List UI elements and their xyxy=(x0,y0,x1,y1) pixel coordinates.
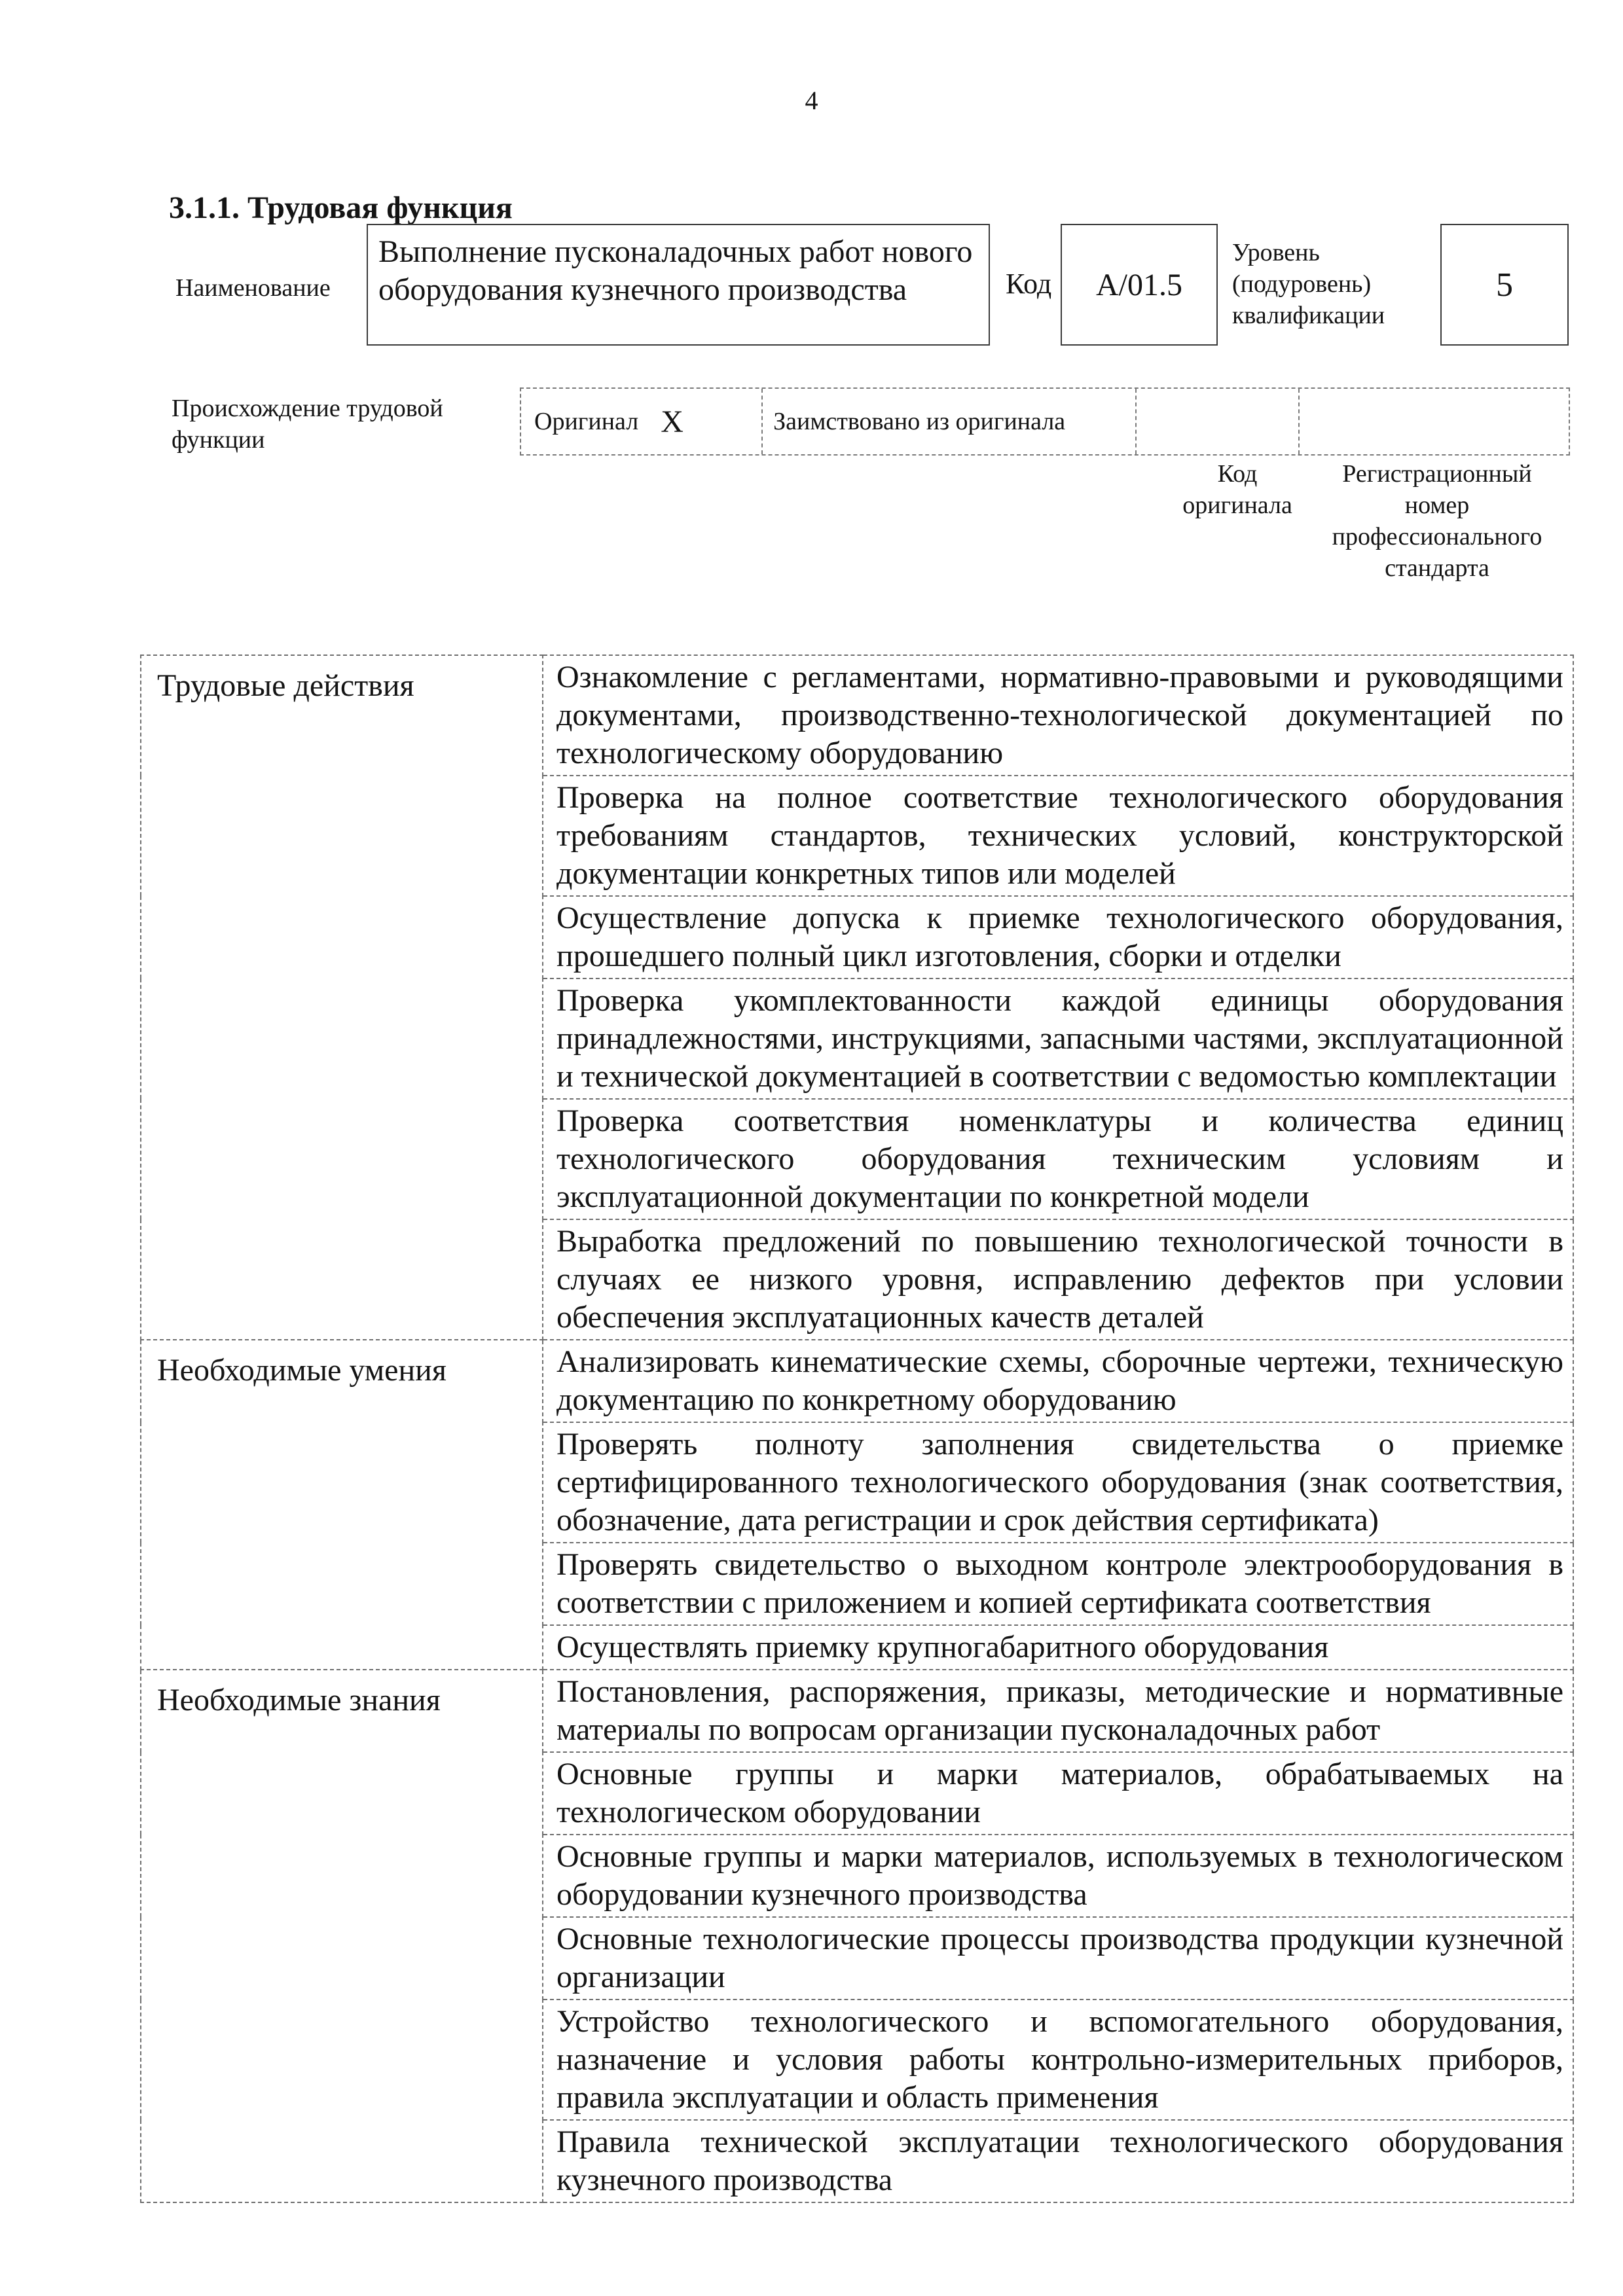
table-item: Осуществлять приемку крупногабаритного оборудования xyxy=(543,1625,1573,1670)
origin-original-mark: X xyxy=(661,404,684,439)
table-item: Выработка предложений по повышению технологической точности в случаях ее низкого уровня, исправлению дефектов при условии обеспечения эксплуатационных качеств деталей xyxy=(543,1219,1573,1340)
table-item: Основные технологические процессы производства продукции кузнечной организации xyxy=(543,1917,1573,2000)
caption-line: стандарта xyxy=(1385,554,1489,582)
caption-line: оригинала xyxy=(1182,492,1292,519)
reg-number-caption xyxy=(1303,458,1571,584)
table-item: Проверять свидетельство о выходном контроле электрооборудования в соответствии с приложением и копией сертификата соответствия xyxy=(543,1543,1573,1625)
origin-code-cell xyxy=(1137,389,1300,454)
function-name-box: Выполнение пусконаладочных работ нового оборудования кузнечного производства xyxy=(367,224,990,346)
caption-line: Регистрационный xyxy=(1342,460,1532,488)
table-item: Устройство технологического и вспомогательного оборудования, назначение и условия работы контрольно-измерительных приборов, правила эксплуатации и область применения xyxy=(543,2000,1573,2120)
table-item: Основные группы и марки материалов, используемых в технологическом оборудовании кузнечного производства xyxy=(543,1835,1573,1917)
category-cell: Необходимые знания xyxy=(141,1670,543,2202)
origin-label: Происхождение трудовой функции xyxy=(172,395,443,454)
level-label-line: квалификации xyxy=(1232,302,1385,329)
table-item: Постановления, распоряжения, приказы, методические и нормативные материалы по вопросам организации пусконаладочных работ xyxy=(543,1670,1573,1752)
table-item: Анализировать кинематические схемы, сборочные чертежи, техническую документацию по конкретному оборудованию xyxy=(543,1340,1573,1422)
caption-line: номер xyxy=(1404,492,1470,519)
code-label: Код xyxy=(1006,268,1052,300)
table-item: Проверка соответствия номенклатуры и количества единиц технологического оборудования техническим условиям и эксплуатационной документации по конкретной модели xyxy=(543,1099,1573,1219)
table-item: Проверка укомплектованности каждой единицы оборудования принадлежностями, инструкциями, запасными частями, эксплуатационной и технической документацией в соответствии с ведомостью комплектации xyxy=(543,978,1573,1099)
table-item: Проверять полноту заполнения свидетельства о приемке сертифицированного технологического оборудования (знак соответствия, обозначение, дата регистрации и срок действия сертификата) xyxy=(543,1422,1573,1543)
caption-line: Код xyxy=(1217,460,1258,488)
code-box: А/01.5 xyxy=(1061,224,1218,346)
table-row xyxy=(141,1340,1573,1422)
level-label-line: (подуровень) xyxy=(1232,270,1372,298)
origin-original-cell xyxy=(521,389,763,454)
table-row xyxy=(141,655,1573,776)
level-label-line: Уровень xyxy=(1232,239,1320,266)
caption-line: профессионального xyxy=(1332,523,1542,550)
level-box: 5 xyxy=(1440,224,1569,346)
origin-borrowed-label: Заимствовано из оригинала xyxy=(773,408,1066,435)
name-label: Наименование xyxy=(175,274,331,302)
page-number: 4 xyxy=(805,86,818,115)
origin-original-label: Оригинал xyxy=(534,408,639,435)
category-cell: Необходимые умения xyxy=(141,1340,543,1670)
table-item: Правила технической эксплуатации технологического оборудования кузнечного производства xyxy=(543,2120,1573,2202)
table-item: Проверка на полное соответствие технологического оборудования требованиям стандартов, технических условий, конструкторской документации конкретных типов или моделей xyxy=(543,776,1573,896)
table-item: Ознакомление с регламентами, нормативно-правовыми и руководящими документами, производственно-технологической документацией по технологическому оборудованию xyxy=(543,655,1573,776)
section-title: 3.1.1. Трудовая функция xyxy=(169,190,513,225)
category-cell: Трудовые действия xyxy=(141,655,543,1340)
origin-row xyxy=(520,387,1570,456)
origin-reg-number-cell xyxy=(1300,389,1569,454)
function-details-table xyxy=(140,655,1574,2203)
table-row xyxy=(141,1670,1573,1752)
table-item: Осуществление допуска к приемке технологического оборудования, прошедшего полный цикл изготовления, сборки и отделки xyxy=(543,896,1573,978)
level-label xyxy=(1232,237,1385,331)
table-item: Основные группы и марки материалов, обрабатываемых на технологическом оборудовании xyxy=(543,1752,1573,1835)
origin-borrowed-cell xyxy=(763,389,1137,454)
